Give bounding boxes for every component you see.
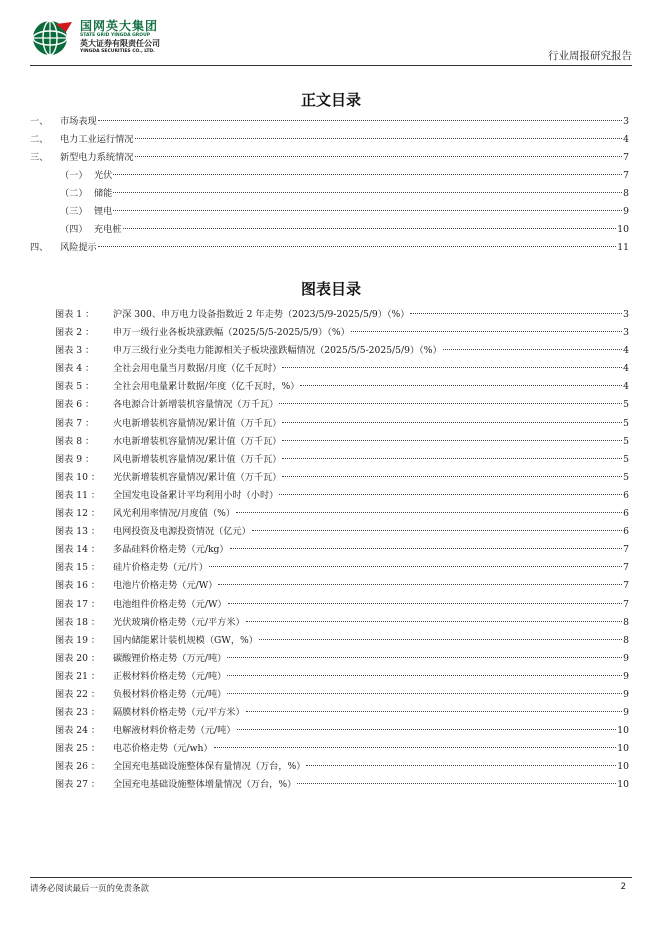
logo-group-name: 国网英大集团 xyxy=(80,19,159,33)
toc-item-title: 电力工业运行情况 xyxy=(60,134,134,145)
figure-title: 全社会用电量当月数据/月度（亿千瓦时） xyxy=(113,363,282,375)
figure-title: 隔膜材料价格走势（元/平方米） xyxy=(113,707,245,719)
figure-page: 10 xyxy=(617,743,629,755)
leader-dots xyxy=(279,494,622,495)
figure-number: 图表 1 ： xyxy=(55,309,95,320)
figure-title: 沪深 300、申万电力设备指数近 2 年走势（2023/5/9-2025/5/9）（%） xyxy=(113,309,410,320)
document-type: 行业周报研究报告 xyxy=(548,50,632,62)
toc-item-title: 新型电力系统情况 xyxy=(60,152,134,163)
figure-item[interactable] xyxy=(55,541,629,559)
toc-item-number: （四） xyxy=(60,224,88,235)
figure-item[interactable] xyxy=(55,614,629,632)
figure-page: 5 xyxy=(623,435,629,447)
toc-item-number: （三） xyxy=(60,206,88,217)
figures-title: 图表目录 xyxy=(300,280,361,298)
figure-item[interactable] xyxy=(55,306,629,324)
toc-item-page: 9 xyxy=(623,206,629,217)
leader-dots xyxy=(228,603,623,604)
footer-disclaimer: 请务必阅读最后一页的免责条款 xyxy=(30,884,150,894)
leader-dots xyxy=(246,621,622,622)
toc-item-title: 风险提示 xyxy=(60,242,97,253)
figure-page: 6 xyxy=(623,526,629,538)
figure-title: 申万一级行业各板块涨跌幅（2025/5/5-2025/5/9）（%） xyxy=(113,327,350,339)
figure-item[interactable] xyxy=(55,396,629,414)
figure-title: 光伏玻璃价格走势（元/平方米） xyxy=(113,616,245,628)
figure-number: 图表 18 ： xyxy=(55,616,101,628)
figure-title: 水电新增装机容量情况/累计值（万千瓦） xyxy=(113,435,282,447)
toc-item-title: 储能 xyxy=(94,188,113,199)
figure-title: 各电源合计新增装机容量情况（万千瓦） xyxy=(113,399,279,411)
leader-dots xyxy=(246,711,622,712)
figure-item[interactable] xyxy=(55,776,629,794)
figure-page: 5 xyxy=(623,471,629,483)
figure-item[interactable] xyxy=(55,740,629,758)
leader-dots xyxy=(230,548,623,549)
figure-number: 图表 20 ： xyxy=(55,652,101,664)
figure-number: 图表 11 ： xyxy=(55,489,101,501)
figure-page: 10 xyxy=(617,761,629,773)
leader-dots xyxy=(237,729,617,730)
leader-dots xyxy=(282,440,622,441)
figure-page: 3 xyxy=(623,309,629,320)
leader-dots xyxy=(227,693,622,694)
company-logo-icon xyxy=(30,18,74,58)
figure-page: 9 xyxy=(623,688,629,700)
logo-company-name-en: YINGDA SECURITIES CO., LTD. xyxy=(80,49,155,54)
leader-dots xyxy=(218,584,622,585)
toc-subitem[interactable] xyxy=(30,167,629,185)
toc-item-title: 锂电 xyxy=(94,206,113,217)
figure-title: 风电新增装机容量情况/累计值（万千瓦） xyxy=(113,453,282,465)
figure-page: 5 xyxy=(623,417,629,429)
figure-title: 正极材料价格走势（元/吨） xyxy=(113,670,227,682)
figure-item[interactable] xyxy=(55,469,629,487)
figure-number: 图表 7 ： xyxy=(55,417,95,429)
leader-dots xyxy=(236,512,622,513)
figure-item[interactable] xyxy=(55,704,629,722)
leader-dots xyxy=(113,174,622,175)
figure-number: 图表 23 ： xyxy=(55,707,101,719)
leader-dots xyxy=(282,422,622,423)
figure-number: 图表 19 ： xyxy=(55,634,101,646)
figure-number: 图表 15 ： xyxy=(55,562,101,574)
figure-item[interactable] xyxy=(55,324,629,342)
toc-title: 正文目录 xyxy=(300,91,361,109)
figure-title: 电网投资及电源投资情况（亿元） xyxy=(113,526,251,538)
figure-title: 碳酸锂价格走势（万元/吨） xyxy=(113,652,227,664)
toc-item[interactable] xyxy=(30,131,629,149)
figure-number: 图表 9 ： xyxy=(55,453,95,465)
figure-page: 4 xyxy=(623,363,629,375)
figure-title: 风光利用率情况/月度值（%） xyxy=(113,508,236,520)
leader-dots xyxy=(135,156,623,157)
contents-list xyxy=(30,113,629,257)
figure-title: 电池组件价格走势（元/W） xyxy=(113,598,227,610)
figure-page: 5 xyxy=(623,399,629,411)
leader-dots xyxy=(306,765,616,766)
figure-title: 电池片价格走势（元/W） xyxy=(113,580,218,592)
figure-number: 图表 13 ： xyxy=(55,526,101,538)
figure-number: 图表 5 ： xyxy=(55,381,95,393)
leader-dots xyxy=(123,228,617,229)
figure-page: 6 xyxy=(623,489,629,501)
figure-number: 图表 24 ： xyxy=(55,725,101,737)
toc-item-page: 10 xyxy=(617,224,629,235)
figure-number: 图表 14 ： xyxy=(55,544,101,556)
figure-page: 7 xyxy=(623,544,629,556)
figure-item[interactable] xyxy=(55,378,629,396)
figure-item[interactable] xyxy=(55,505,629,523)
figure-item[interactable] xyxy=(55,415,629,433)
toc-item-number: 四、 xyxy=(30,242,49,253)
toc-item[interactable] xyxy=(30,149,629,167)
leader-dots xyxy=(282,476,622,477)
page-number: 2 xyxy=(620,882,626,892)
figure-page: 10 xyxy=(617,779,629,791)
figure-page: 9 xyxy=(623,670,629,682)
figure-title: 全国发电设备累计平均利用小时（小时） xyxy=(113,489,279,501)
toc-item-title: 市场表现 xyxy=(60,116,97,127)
figure-number: 图表 16 ： xyxy=(55,580,101,592)
leader-dots xyxy=(279,403,622,404)
leader-dots xyxy=(259,639,622,640)
figure-item[interactable] xyxy=(55,451,629,469)
figure-number: 图表 12 ： xyxy=(55,508,101,520)
figure-item[interactable] xyxy=(55,758,629,776)
figure-number: 图表 22 ： xyxy=(55,688,101,700)
leader-dots xyxy=(410,313,622,314)
leader-dots xyxy=(300,385,622,386)
toc-item-number: （一） xyxy=(60,170,88,181)
leader-dots xyxy=(252,530,622,531)
leader-dots xyxy=(214,747,617,748)
figure-number: 图表 27 ： xyxy=(55,779,101,791)
leader-dots xyxy=(282,458,622,459)
figure-title: 多晶硅料价格走势（元/kg） xyxy=(113,544,229,556)
toc-item-page: 3 xyxy=(623,116,629,127)
figure-page: 7 xyxy=(623,562,629,574)
toc-item-page: 4 xyxy=(623,134,629,145)
leader-dots xyxy=(209,566,622,567)
figure-item[interactable] xyxy=(55,596,629,614)
figure-item[interactable] xyxy=(55,722,629,740)
figure-title: 全国充电基础设施整体保有量情况（万台，%） xyxy=(113,761,306,773)
logo-company-name: 英大证券有限责任公司 xyxy=(80,39,160,48)
figure-number: 图表 2 ： xyxy=(55,327,95,339)
figure-item[interactable] xyxy=(55,668,629,686)
figure-page: 4 xyxy=(623,345,629,357)
figure-number: 图表 26 ： xyxy=(55,761,101,773)
figure-page: 7 xyxy=(623,580,629,592)
figure-title: 全国充电基础设施整体增量情况（万台，%） xyxy=(113,779,297,791)
toc-item[interactable] xyxy=(30,113,629,131)
company-logo-text xyxy=(80,20,160,55)
leader-dots xyxy=(135,138,623,139)
toc-subitem[interactable] xyxy=(30,185,629,203)
header-divider xyxy=(30,65,632,66)
figure-title: 全社会用电量累计数据/年度（亿千瓦时，%） xyxy=(113,381,300,393)
toc-item-number: （二） xyxy=(60,188,88,199)
toc-item-page: 7 xyxy=(623,152,629,163)
figure-page: 10 xyxy=(617,725,629,737)
figure-page: 5 xyxy=(623,453,629,465)
toc-item-number: 一、 xyxy=(30,116,49,127)
figure-page: 7 xyxy=(623,598,629,610)
toc-item-number: 三、 xyxy=(30,152,49,163)
figure-title: 光伏新增装机容量情况/累计值（万千瓦） xyxy=(113,471,282,483)
figure-title: 硅片价格走势（元/片） xyxy=(113,562,208,574)
figure-page: 9 xyxy=(623,652,629,664)
figure-number: 图表 21 ： xyxy=(55,670,101,682)
leader-dots xyxy=(227,675,622,676)
figure-item[interactable] xyxy=(55,650,629,668)
leader-dots xyxy=(113,210,622,211)
toc-item[interactable] xyxy=(30,239,629,257)
figure-page: 8 xyxy=(623,616,629,628)
leader-dots xyxy=(227,657,622,658)
leader-dots xyxy=(282,367,622,368)
footer-divider xyxy=(30,877,632,878)
toc-item-title: 充电桩 xyxy=(94,224,122,235)
leader-dots xyxy=(443,349,623,350)
figure-page: 3 xyxy=(623,327,629,339)
figure-item[interactable] xyxy=(55,487,629,505)
figure-item[interactable] xyxy=(55,523,629,541)
figure-number: 图表 3 ： xyxy=(55,345,95,357)
figure-title: 火电新增装机容量情况/累计值（万千瓦） xyxy=(113,417,282,429)
figure-title: 申万三级行业分类电力能源相关子板块涨跌幅情况（2025/5/5-2025/5/9）（%） xyxy=(113,345,442,357)
toc-subitem[interactable] xyxy=(30,203,629,221)
figure-number: 图表 17 ： xyxy=(55,598,101,610)
figure-page: 9 xyxy=(623,707,629,719)
figure-item[interactable] xyxy=(55,559,629,577)
figure-item[interactable] xyxy=(55,433,629,451)
figure-title: 负极材料价格走势（元/吨） xyxy=(113,688,227,700)
logo-group-name-en: STATE GRID YINGDA GROUP xyxy=(80,33,151,38)
figure-item[interactable] xyxy=(55,342,629,360)
toc-item-page: 7 xyxy=(623,170,629,181)
figures-list xyxy=(55,306,629,795)
figure-page: 8 xyxy=(623,634,629,646)
leader-dots xyxy=(98,120,622,121)
toc-item-page: 11 xyxy=(617,242,629,253)
figure-number: 图表 6 ： xyxy=(55,399,95,411)
figure-item[interactable] xyxy=(55,577,629,595)
leader-dots xyxy=(351,331,622,332)
toc-subitem[interactable] xyxy=(30,221,629,239)
figure-item[interactable] xyxy=(55,686,629,704)
figure-item[interactable] xyxy=(55,632,629,650)
figure-page: 6 xyxy=(623,508,629,520)
leader-dots xyxy=(297,783,616,784)
toc-item-number: 二、 xyxy=(30,134,49,145)
leader-dots xyxy=(98,246,617,247)
figure-item[interactable] xyxy=(55,360,629,378)
figure-title: 电芯价格走势（元/wh） xyxy=(113,743,213,755)
figure-number: 图表 4 ： xyxy=(55,363,95,375)
toc-item-page: 8 xyxy=(623,188,629,199)
figure-title: 国内储能累计装机规模（GW，%） xyxy=(113,634,258,646)
figure-number: 图表 8 ： xyxy=(55,435,95,447)
page-header xyxy=(30,14,632,64)
toc-item-title: 光伏 xyxy=(94,170,113,181)
figure-title: 电解液材料价格走势（元/吨） xyxy=(113,725,236,737)
figure-number: 图表 25 ： xyxy=(55,743,101,755)
leader-dots xyxy=(113,192,622,193)
figure-page: 4 xyxy=(623,381,629,393)
figure-number: 图表 10 ： xyxy=(55,471,101,483)
